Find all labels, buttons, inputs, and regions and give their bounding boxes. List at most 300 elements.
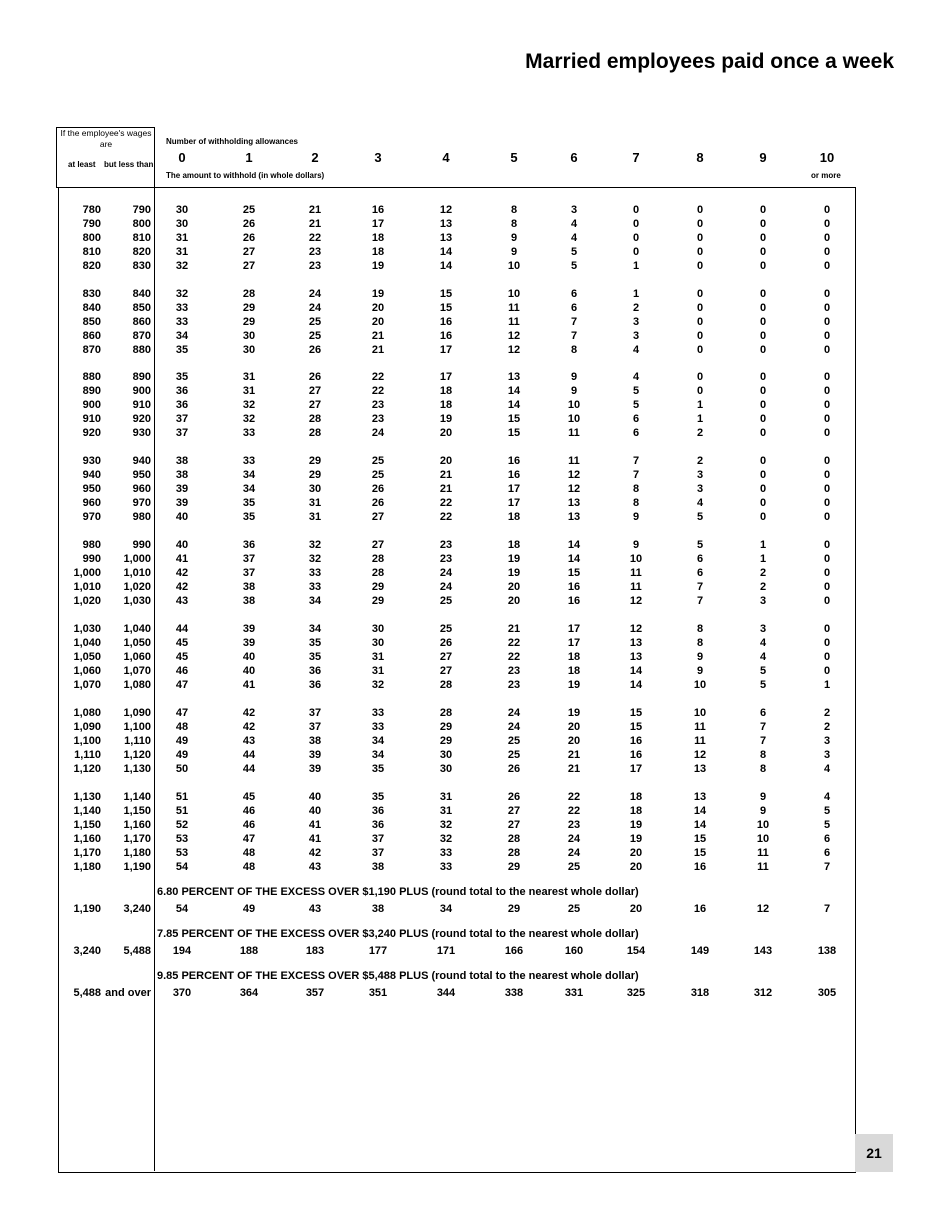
withholding-amount: 11	[694, 721, 706, 733]
withholding-amount: 6	[759, 707, 767, 719]
wage-less-than: 1,120	[123, 749, 151, 761]
withholding-amount: 20	[507, 595, 521, 607]
withholding-amount: 18	[507, 511, 521, 523]
bracket-note: 7.85 PERCENT OF THE EXCESS OVER $3,240 PLUS (round total to the nearest whole dollar)	[157, 928, 639, 940]
withholding-amount: 27	[308, 385, 322, 397]
withholding-amount: 26	[439, 637, 453, 649]
withholding-amount: 11	[694, 735, 706, 747]
wage-at-least: 870	[82, 344, 101, 356]
withholding-amount: 27	[507, 819, 521, 831]
withholding-amount: 35	[371, 763, 385, 775]
withholding-amount: 40	[175, 511, 189, 523]
withholding-amount: 27	[242, 260, 256, 272]
withholding-amount: 14	[629, 665, 643, 677]
withholding-amount: 11	[508, 316, 520, 328]
withholding-amount: 0	[823, 665, 831, 677]
withholding-amount: 0	[823, 595, 831, 607]
page-title: Married employees paid once a week	[525, 50, 894, 73]
withholding-amount: 12	[567, 483, 581, 495]
withholding-amount: 8	[632, 497, 640, 509]
withholding-amount: 20	[439, 427, 453, 439]
withholding-amount: 14	[629, 679, 643, 691]
wage-less-than: 1,170	[123, 833, 151, 845]
withholding-amount: 9	[759, 791, 767, 803]
page-number: 21	[855, 1134, 893, 1172]
wage-less-than: 910	[132, 399, 151, 411]
withholding-amount: 17	[567, 637, 581, 649]
withholding-amount: 21	[567, 763, 581, 775]
withholding-amount: 14	[439, 246, 453, 258]
wage-less-than: 990	[132, 539, 151, 551]
withholding-amount: 15	[507, 413, 521, 425]
withholding-amount: 29	[507, 861, 521, 873]
withholding-amount: 160	[564, 945, 584, 957]
wage-at-least: 880	[82, 371, 101, 383]
withholding-amount: 23	[308, 260, 322, 272]
withholding-amount: 2	[823, 707, 831, 719]
withholding-amount: 183	[305, 945, 325, 957]
allowance-column-2: 2	[311, 150, 319, 165]
wage-at-least: 950	[82, 483, 101, 495]
withholding-amount: 47	[175, 679, 189, 691]
wage-at-least: 930	[82, 455, 101, 467]
withholding-amount: 52	[175, 819, 189, 831]
withholding-amount: 9	[632, 511, 640, 523]
withholding-amount: 37	[242, 567, 256, 579]
withholding-amount: 23	[371, 413, 385, 425]
withholding-amount: 32	[371, 679, 385, 691]
table-right-border	[855, 187, 856, 1173]
withholding-amount: 17	[629, 763, 643, 775]
withholding-amount: 1	[696, 399, 704, 411]
withholding-amount: 31	[175, 246, 189, 258]
withholding-amount: 15	[629, 721, 643, 733]
withholding-amount: 23	[371, 399, 385, 411]
withholding-amount: 33	[371, 707, 385, 719]
withholding-amount: 49	[175, 749, 189, 761]
withholding-amount: 11	[630, 581, 642, 593]
withholding-amount: 5	[823, 805, 831, 817]
withholding-amount: 34	[371, 735, 385, 747]
withholding-amount: 18	[629, 805, 643, 817]
withholding-amount: 31	[308, 497, 322, 509]
wage-at-least: 790	[82, 218, 101, 230]
withholding-amount: 23	[507, 665, 521, 677]
withholding-amount: 25	[371, 469, 385, 481]
withholding-amount: 27	[439, 665, 453, 677]
withholding-amount: 30	[439, 749, 453, 761]
withholding-amount: 13	[629, 651, 643, 663]
withholding-amount: 154	[626, 945, 646, 957]
withholding-amount: 0	[759, 483, 767, 495]
wage-at-least: 850	[82, 316, 101, 328]
wage-less-than: 5,488	[123, 945, 151, 957]
withholding-amount: 0	[759, 204, 767, 216]
withholding-amount: 0	[759, 427, 767, 439]
withholding-amount: 50	[175, 763, 189, 775]
withholding-amount: 318	[690, 987, 710, 999]
withholding-amount: 4	[632, 344, 640, 356]
withholding-amount: 31	[371, 651, 385, 663]
withholding-amount: 171	[436, 945, 456, 957]
wage-less-than: 1,150	[123, 805, 151, 817]
withholding-amount: 1	[632, 260, 640, 272]
withholding-amount: 14	[567, 553, 581, 565]
wage-less-than: 820	[132, 246, 151, 258]
withholding-amount: 5	[696, 539, 704, 551]
withholding-amount: 34	[242, 483, 256, 495]
withholding-amount: 23	[439, 553, 453, 565]
withholding-amount: 37	[175, 427, 189, 439]
withholding-amount: 3	[759, 623, 767, 635]
withholding-amount: 46	[242, 805, 256, 817]
bracket-note: 6.80 PERCENT OF THE EXCESS OVER $1,190 PLUS (round total to the nearest whole dollar)	[157, 886, 639, 898]
withholding-amount: 31	[175, 232, 189, 244]
withholding-amount: 24	[507, 721, 521, 733]
amount-label: The amount to withhold (in whole dollars)	[166, 171, 325, 180]
withholding-amount: 25	[507, 735, 521, 747]
withholding-amount: 0	[759, 511, 767, 523]
withholding-amount: 16	[629, 749, 643, 761]
withholding-amount: 18	[567, 665, 581, 677]
withholding-amount: 9	[510, 232, 518, 244]
withholding-amount: 33	[371, 721, 385, 733]
withholding-amount: 12	[507, 344, 521, 356]
withholding-amount: 15	[629, 707, 643, 719]
wage-at-least: 830	[82, 288, 101, 300]
withholding-amount: 0	[759, 232, 767, 244]
withholding-amount: 4	[570, 232, 578, 244]
withholding-amount: 10	[507, 288, 521, 300]
withholding-amount: 7	[632, 455, 640, 467]
withholding-amount: 36	[371, 805, 385, 817]
withholding-amount: 33	[308, 567, 322, 579]
withholding-amount: 34	[371, 749, 385, 761]
withholding-amount: 16	[693, 903, 707, 915]
withholding-amount: 30	[175, 218, 189, 230]
withholding-amount: 48	[242, 847, 256, 859]
withholding-amount: 26	[308, 371, 322, 383]
withholding-amount: 48	[175, 721, 189, 733]
wage-less-than: 1,090	[123, 707, 151, 719]
withholding-amount: 21	[371, 330, 385, 342]
withholding-amount: 1	[759, 553, 767, 565]
withholding-amount: 0	[759, 469, 767, 481]
withholding-amount: 7	[696, 595, 704, 607]
withholding-amount: 35	[308, 651, 322, 663]
allowance-column-1: 1	[245, 150, 253, 165]
bracket-note: 9.85 PERCENT OF THE EXCESS OVER $5,488 PLUS (round total to the nearest whole dollar)	[157, 970, 639, 982]
withholding-amount: 26	[242, 232, 256, 244]
wage-less-than: 950	[132, 469, 151, 481]
wages-column-divider	[154, 127, 155, 1171]
withholding-amount: 0	[759, 371, 767, 383]
withholding-amount: 29	[242, 302, 256, 314]
withholding-amount: 138	[817, 945, 837, 957]
withholding-amount: 0	[759, 399, 767, 411]
withholding-amount: 7	[759, 721, 767, 733]
withholding-amount: 10	[629, 553, 643, 565]
withholding-amount: 38	[371, 861, 385, 873]
withholding-amount: 11	[508, 302, 520, 314]
withholding-amount: 14	[507, 399, 521, 411]
withholding-amount: 54	[175, 861, 189, 873]
withholding-amount: 14	[693, 819, 707, 831]
withholding-amount: 7	[632, 469, 640, 481]
withholding-amount: 36	[175, 399, 189, 411]
withholding-amount: 23	[308, 246, 322, 258]
wage-at-least: 860	[82, 330, 101, 342]
wage-less-than: 1,040	[123, 623, 151, 635]
withholding-amount: 13	[629, 637, 643, 649]
withholding-amount: 16	[693, 861, 707, 873]
wage-at-least: 1,150	[73, 819, 101, 831]
allowance-column-7: 7	[632, 150, 640, 165]
withholding-amount: 0	[759, 246, 767, 258]
withholding-amount: 13	[693, 763, 707, 775]
withholding-amount: 7	[570, 330, 578, 342]
wage-at-least: 1,020	[73, 595, 101, 607]
withholding-amount: 29	[371, 595, 385, 607]
withholding-amount: 331	[564, 987, 584, 999]
withholding-amount: 28	[371, 553, 385, 565]
wage-less-than: 860	[132, 316, 151, 328]
withholding-amount: 0	[696, 204, 704, 216]
withholding-amount: 1	[696, 413, 704, 425]
withholding-amount: 42	[175, 567, 189, 579]
withholding-amount: 25	[567, 861, 581, 873]
withholding-amount: 13	[439, 232, 453, 244]
withholding-amount: 143	[753, 945, 773, 957]
withholding-amount: 357	[305, 987, 325, 999]
withholding-amount: 188	[239, 945, 259, 957]
withholding-amount: 5	[823, 819, 831, 831]
withholding-amount: 9	[632, 539, 640, 551]
wage-at-least: 820	[82, 260, 101, 272]
withholding-amount: 23	[439, 539, 453, 551]
withholding-amount: 7	[759, 735, 767, 747]
withholding-amount: 0	[823, 427, 831, 439]
withholding-amount: 31	[308, 511, 322, 523]
withholding-amount: 29	[507, 903, 521, 915]
withholding-amount: 0	[759, 330, 767, 342]
withholding-amount: 16	[567, 595, 581, 607]
wage-at-least: 840	[82, 302, 101, 314]
withholding-amount: 48	[242, 861, 256, 873]
wage-less-than: 1,110	[124, 735, 151, 747]
withholding-amount: 24	[567, 833, 581, 845]
withholding-amount: 7	[823, 903, 831, 915]
withholding-amount: 2	[759, 581, 767, 593]
wage-less-than: 1,080	[123, 679, 151, 691]
withholding-amount: 54	[175, 903, 189, 915]
withholding-amount: 35	[175, 371, 189, 383]
withholding-amount: 31	[439, 791, 453, 803]
withholding-amount: 26	[371, 497, 385, 509]
withholding-amount: 35	[242, 497, 256, 509]
withholding-amount: 24	[308, 302, 322, 314]
withholding-amount: 18	[439, 385, 453, 397]
withholding-amount: 29	[439, 721, 453, 733]
withholding-amount: 3	[759, 595, 767, 607]
wage-less-than: 960	[132, 483, 151, 495]
wage-at-least: 1,170	[73, 847, 101, 859]
withholding-amount: 45	[175, 651, 189, 663]
withholding-amount: 4	[823, 791, 831, 803]
withholding-amount: 24	[439, 567, 453, 579]
withholding-amount: 0	[823, 469, 831, 481]
withholding-amount: 5	[759, 679, 767, 691]
withholding-amount: 36	[242, 539, 256, 551]
withholding-amount: 2	[632, 302, 640, 314]
withholding-amount: 15	[693, 847, 707, 859]
withholding-amount: 25	[242, 204, 256, 216]
withholding-amount: 8	[632, 483, 640, 495]
wage-at-least: 940	[82, 469, 101, 481]
withholding-amount: 38	[242, 581, 256, 593]
withholding-amount: 27	[371, 539, 385, 551]
withholding-amount: 3	[696, 469, 704, 481]
withholding-amount: 19	[507, 553, 521, 565]
withholding-amount: 0	[696, 330, 704, 342]
withholding-amount: 30	[242, 344, 256, 356]
withholding-amount: 43	[242, 735, 256, 747]
withholding-amount: 344	[436, 987, 456, 999]
but-less-than-label: but less than	[104, 160, 154, 169]
withholding-amount: 0	[823, 455, 831, 467]
withholding-amount: 40	[308, 805, 322, 817]
withholding-amount: 16	[507, 469, 521, 481]
withholding-amount: 21	[308, 204, 322, 216]
withholding-amount: 25	[507, 749, 521, 761]
wage-less-than: 790	[132, 204, 151, 216]
withholding-amount: 25	[308, 316, 322, 328]
withholding-amount: 21	[507, 623, 521, 635]
withholding-amount: 19	[507, 567, 521, 579]
withholding-amount: 30	[371, 623, 385, 635]
withholding-amount: 0	[823, 302, 831, 314]
withholding-amount: 14	[507, 385, 521, 397]
withholding-amount: 0	[823, 511, 831, 523]
withholding-amount: 28	[439, 707, 453, 719]
withholding-amount: 0	[759, 288, 767, 300]
withholding-amount: 4	[570, 218, 578, 230]
withholding-amount: 0	[696, 288, 704, 300]
wage-at-least: 1,110	[74, 749, 101, 761]
withholding-amount: 8	[696, 623, 704, 635]
withholding-amount: 25	[308, 330, 322, 342]
withholding-amount: 35	[371, 791, 385, 803]
withholding-amount: 40	[242, 651, 256, 663]
withholding-amount: 9	[759, 805, 767, 817]
wage-less-than: 890	[132, 371, 151, 383]
withholding-amount: 28	[507, 833, 521, 845]
withholding-amount: 34	[308, 595, 322, 607]
allowance-column-4: 4	[442, 150, 450, 165]
withholding-amount: 29	[242, 316, 256, 328]
withholding-amount: 6	[570, 302, 578, 314]
wage-less-than: 930	[132, 427, 151, 439]
withholding-amount: 0	[759, 316, 767, 328]
wage-at-least: 1,070	[73, 679, 101, 691]
withholding-amount: 5	[632, 385, 640, 397]
withholding-amount: 14	[567, 539, 581, 551]
withholding-amount: 33	[308, 581, 322, 593]
withholding-amount: 0	[696, 316, 704, 328]
withholding-amount: 364	[239, 987, 259, 999]
withholding-amount: 4	[759, 651, 767, 663]
withholding-amount: 2	[759, 567, 767, 579]
at-least-label: at least	[68, 160, 96, 169]
withholding-amount: 4	[759, 637, 767, 649]
withholding-amount: 39	[175, 497, 189, 509]
withholding-amount: 40	[175, 539, 189, 551]
wage-less-than: 1,020	[123, 581, 151, 593]
withholding-amount: 14	[439, 260, 453, 272]
wage-less-than: 1,030	[123, 595, 151, 607]
withholding-amount: 18	[507, 539, 521, 551]
withholding-amount: 19	[567, 679, 581, 691]
withholding-amount: 40	[242, 665, 256, 677]
withholding-amount: 12	[507, 330, 521, 342]
withholding-amount: 38	[175, 469, 189, 481]
withholding-amount: 22	[507, 637, 521, 649]
withholding-amount: 22	[439, 497, 453, 509]
withholding-amount: 166	[504, 945, 524, 957]
withholding-amount: 46	[242, 819, 256, 831]
wage-at-least: 900	[82, 399, 101, 411]
withholding-amount: 33	[175, 316, 189, 328]
wage-at-least: 1,090	[73, 721, 101, 733]
wage-less-than: 840	[132, 288, 151, 300]
withholding-amount: 7	[696, 581, 704, 593]
withholding-amount: 3	[632, 330, 640, 342]
withholding-amount: 9	[570, 371, 578, 383]
withholding-amount: 0	[632, 246, 640, 258]
withholding-amount: 36	[308, 679, 322, 691]
withholding-amount: 20	[629, 861, 643, 873]
withholding-amount: 43	[308, 903, 322, 915]
withholding-amount: 24	[507, 707, 521, 719]
withholding-amount: 15	[439, 302, 453, 314]
withholding-amount: 0	[759, 455, 767, 467]
withholding-amount: 7	[823, 861, 831, 873]
withholding-amount: 38	[242, 595, 256, 607]
withholding-amount: 4	[823, 763, 831, 775]
wage-at-least: 1,190	[73, 903, 101, 915]
withholding-amount: 39	[308, 749, 322, 761]
withholding-amount: 9	[510, 246, 518, 258]
withholding-amount: 40	[308, 791, 322, 803]
withholding-amount: 16	[629, 735, 643, 747]
withholding-amount: 15	[693, 833, 707, 845]
withholding-amount: 18	[371, 246, 385, 258]
withholding-amount: 0	[823, 246, 831, 258]
withholding-amount: 21	[371, 344, 385, 356]
withholding-amount: 33	[439, 847, 453, 859]
withholding-amount: 41	[308, 833, 322, 845]
withholding-amount: 8	[696, 637, 704, 649]
withholding-amount: 5	[696, 511, 704, 523]
withholding-amount: 370	[172, 987, 192, 999]
withholding-amount: 12	[629, 623, 643, 635]
withholding-amount: 36	[175, 385, 189, 397]
wage-at-least: 1,130	[73, 791, 101, 803]
withholding-amount: 32	[439, 833, 453, 845]
wage-at-least: 810	[82, 246, 101, 258]
withholding-amount: 0	[696, 344, 704, 356]
wage-less-than: 810	[132, 232, 151, 244]
